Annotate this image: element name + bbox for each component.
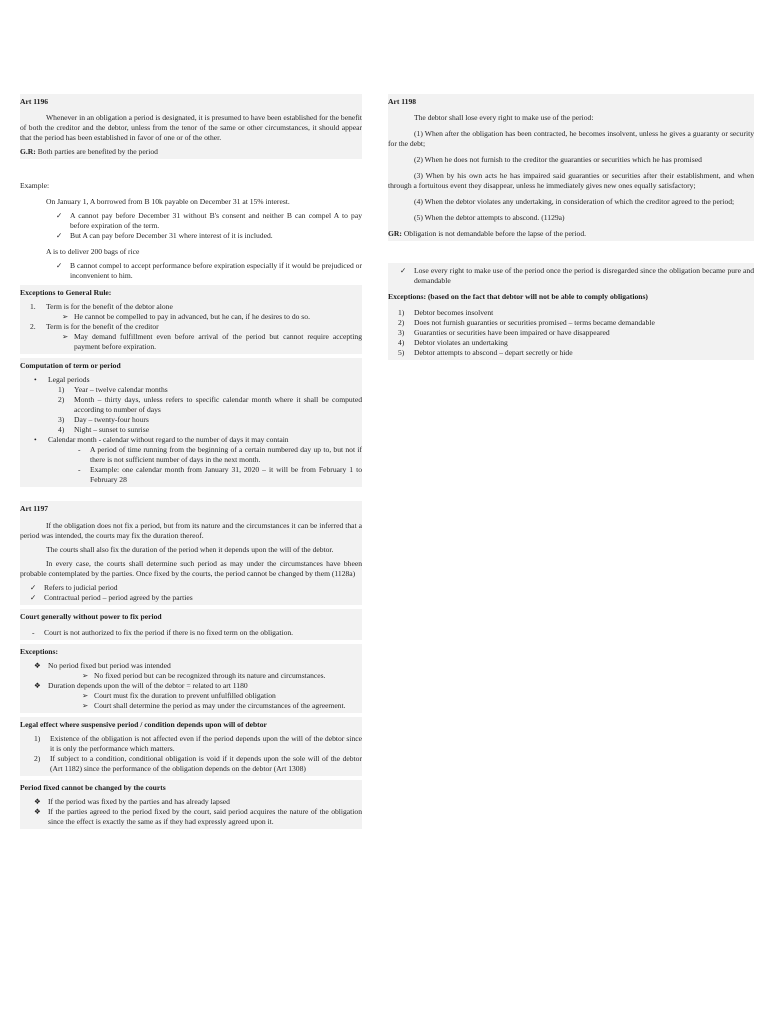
list-item: 4) Debtor violates an undertaking <box>398 338 508 348</box>
art1198-general-rule <box>388 229 754 239</box>
arrow-icon: ➢ <box>62 312 69 322</box>
list-item: ✓ Lose every right to make use of the period once the period is disregarded since the obligation became pure and demandable <box>400 266 754 286</box>
diamond-bullet-icon: ❖ <box>34 680 41 690</box>
art1198-section <box>388 94 754 241</box>
court-power-section <box>20 609 362 640</box>
list-item: 2) Does not furnish guaranties or securities promised – terms became demandable <box>398 318 655 328</box>
list-item: - Example: one calendar month from January 31, 2020 – it will be from February 1 to February 28 <box>78 465 362 485</box>
legal-effect-section <box>20 717 362 776</box>
art1196-section <box>20 94 362 159</box>
rice-check-list <box>20 261 362 281</box>
computation-title: Computation of term or period <box>20 361 121 371</box>
list-item: • Legal periods <box>34 375 90 385</box>
art1196-text: Whenever in an obligation a period is designated, it is presumed to have been established for the benefit of both the creditor and the debtor, unless from the tenor of the same or other circumstances, it should appear that the period has been established in favor of one or of the other. <box>20 113 362 143</box>
list-item: 2. Term is for the benefit of the creditor <box>30 322 159 332</box>
example-line: On January 1, A borrowed from B 10k payable on December 31 at 15% interest. <box>46 197 290 207</box>
gr-label: G.R: <box>20 147 36 157</box>
list-item: ➢ No fixed period but can be recognized through its nature and circumstances. <box>82 670 326 680</box>
list-item: ➢ Court shall determine the period as may under the circumstances of the agreement. <box>82 700 346 710</box>
exceptions-gr-list <box>20 302 362 352</box>
left-column <box>20 94 362 829</box>
art1198-title: Art 1198 <box>388 97 417 106</box>
dash-icon: - <box>78 465 81 475</box>
gr-text: Both parties are benefited by the period <box>35 147 158 157</box>
list-item: ✓ B cannot compel to accept performance before expiration especially if it would be prejudiced or inconvenient to him. <box>56 261 362 281</box>
dash-icon: - <box>78 445 81 455</box>
legal-effect-list <box>20 734 362 774</box>
diamond-bullet-icon: ❖ <box>34 806 41 816</box>
art1198-intro: The debtor shall lose every right to make use of the period: <box>414 113 594 123</box>
example-section <box>20 181 362 281</box>
exceptions-gr-section <box>20 285 362 354</box>
check-icon: ✓ <box>56 211 63 221</box>
period-fixed-section <box>20 780 362 829</box>
rice-line: A is to deliver 200 bags of rice <box>46 247 140 257</box>
list-item: ✓ But A can pay before December 31 where interest of it is included. <box>56 231 273 241</box>
gr-text: Obligation is not demandable before the lapse of the period. <box>401 229 587 239</box>
art1198-para-3: (3) When by his own acts he has impaired said guaranties or securities after their establishment, and when through a fortuitous event they disappear, unless he immediately gives new ones equally satisfactory; <box>388 171 754 191</box>
art1197-p3: In every case, the courts shall determine such period as may under the circumstances have bheen probable contemplated by the parties. Once fixed by the courts, the period cannot be changed by them (1128a) <box>20 558 362 578</box>
check-icon: ✓ <box>30 582 37 592</box>
example-check-list <box>20 211 362 241</box>
list-item: ✓ Refers to judicial period <box>30 582 118 592</box>
list-item: - A period of time running from the beginning of a certain numbered day up to, but not if there is not sufficient number of days in the next month. <box>78 445 362 465</box>
list-item: - Court is not authorized to fix the period if there is no fixed term on the obligation. <box>32 627 294 637</box>
list-item: 3) Day – twenty-four hours <box>58 415 149 425</box>
calendar-list <box>34 445 362 485</box>
art1197-p1: If the obligation does not fix a period, but from its nature and the circumstances it can be inferred that a period was intended, the courts may fix the duration thereof. <box>20 520 362 540</box>
check-icon: ✓ <box>56 231 63 241</box>
dash-icon: - <box>32 627 35 637</box>
list-item: • Calendar month - calendar without regard to the number of days it may contain <box>34 435 289 445</box>
list-item: 1. Term is for the benefit of the debtor alone <box>30 302 173 312</box>
gr-label: GR: <box>388 229 402 239</box>
list-item: 1) Year – twelve calendar months <box>58 385 168 395</box>
period-fixed-title: Period fixed cannot be changed by the courts <box>20 782 166 792</box>
list-item: 1) Existence of the obligation is not affected even if the period depends upon the will of the debtor since it is only the performance which matters. <box>34 733 362 753</box>
arrow-icon: ➢ <box>82 700 89 710</box>
check-icon: ✓ <box>30 592 37 602</box>
list-item: ➢ May demand fulfillment even before arrival of the period but cannot require accepting payment before expiration. <box>62 332 362 352</box>
diamond-bullet-icon: ❖ <box>34 660 41 670</box>
list-item: ❖ Duration depends upon the will of the debtor = related to art 1180 <box>34 680 248 690</box>
list-item: 2) Month – thirty days, unless refers to specific calendar month where it shall be computed according to number of days <box>58 395 362 415</box>
list-item: 4) Night – sunset to sunrise <box>58 425 150 435</box>
period-fixed-list <box>20 797 362 827</box>
exceptions-gr-title: Exceptions to General Rule: <box>20 288 112 298</box>
art1198-para-2: (2) When he does not furnish to the creditor the guaranties or securities which he has promised <box>414 155 702 165</box>
list-item: ✓ A cannot pay before December 31 without B's consent and neither B can compel A to pay before expiration of the term. <box>56 211 362 231</box>
arrow-icon: ➢ <box>82 690 89 700</box>
art1198-para-1: (1) When after the obligation has been contracted, he becomes insolvent, unless he gives a guaranty or security for the debt; <box>388 129 754 149</box>
exceptions-list <box>388 308 754 358</box>
exceptions-title: Exceptions: (based on the fact that debtor will not be able to comply obligations) <box>388 292 648 302</box>
art1197-check-list <box>20 583 362 603</box>
list-item: ➢ He cannot be compelled to pay in advanced, but he can, if he desires to do so. <box>62 312 310 322</box>
list-item: 3) Guaranties or securities have been impaired or have disappeared <box>398 328 610 338</box>
lose-right-section <box>388 263 754 360</box>
bullet-icon: • <box>34 435 37 445</box>
art1197-title: Art 1197 <box>20 504 49 514</box>
bullet-icon: • <box>34 375 37 385</box>
list-item: ❖ If the parties agreed to the period fixed by the court, said period acquires the nature of the obligation since the effect is exactly the same as if they had expressly agreed upon it. <box>34 806 362 826</box>
check-icon: ✓ <box>400 266 407 276</box>
arrow-icon: ➢ <box>82 670 89 680</box>
art1196-general-rule <box>20 147 362 157</box>
art1196-title: Art 1196 <box>20 97 49 106</box>
list-item: 1) Debtor becomes insolvent <box>398 308 494 318</box>
art1197-section <box>20 501 362 604</box>
art1198-para-5: (5) When the debtor attempts to abscond. (1129a) <box>414 213 565 223</box>
court-power-title: Court generally without power to fix period <box>20 611 162 621</box>
list-item: ✓ Contractual period – period agreed by the parties <box>30 592 193 602</box>
list-item: 5) Debtor attempts to abscond – depart secretly or hide <box>398 348 573 358</box>
art1198-para-4: (4) When the debtor violates any undertaking, in consideration of which the creditor agreed to the period; <box>414 197 735 207</box>
right-column <box>388 94 754 360</box>
legal-periods-list <box>34 385 362 435</box>
computation-list <box>20 375 362 485</box>
art1197-p2: The courts shall also fix the duration of the period when it depends upon the will of the debtor. <box>46 544 334 554</box>
diamond-bullet-icon: ❖ <box>34 796 41 806</box>
computation-section <box>20 358 362 487</box>
arrow-icon: ➢ <box>62 332 69 342</box>
list-item: ❖ No period fixed but period was intended <box>34 660 171 670</box>
check-icon: ✓ <box>56 261 63 271</box>
exceptions2-section <box>20 644 362 713</box>
legal-effect-title: Legal effect where suspensive period / condition depends upon will of debtor <box>20 719 267 729</box>
exceptions2-title: Exceptions: <box>20 646 58 656</box>
list-item: ❖ If the period was fixed by the parties and has already lapsed <box>34 796 230 806</box>
list-item: 2) If subject to a condition, conditional obligation is void if it depends upon the sole will of the debtor (Art 1182) since the performance of the obligation depends on the debtor (Art 1308) <box>34 753 362 773</box>
exceptions2-list <box>20 661 362 711</box>
list-item: ➢ Court must fix the duration to prevent unfulfilled obligation <box>82 690 276 700</box>
example-label: Example: <box>20 181 50 191</box>
